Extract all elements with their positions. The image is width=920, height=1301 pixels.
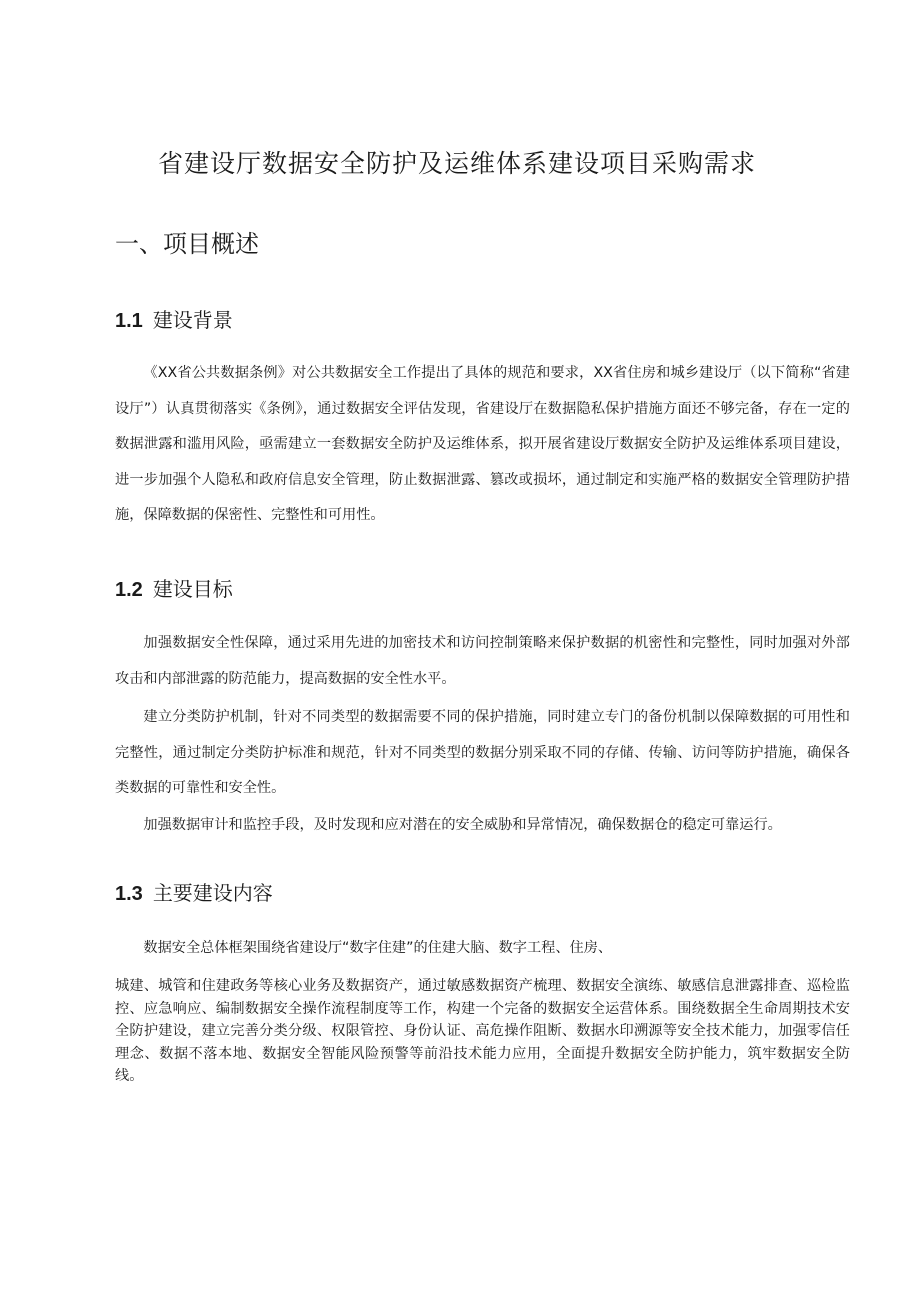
subsection-heading-goals bbox=[115, 573, 233, 602]
subsection-number: 1.1 bbox=[115, 310, 143, 332]
subsection-heading-background bbox=[115, 304, 233, 333]
paragraph-goal-audit: 加强数据审计和监控手段，及时发现和应对潜在的安全威胁和异常情况，确保数据仓的稳定可靠运行。 bbox=[143, 817, 782, 833]
subsection-title: 建设目标 bbox=[152, 577, 233, 601]
subsection-number: 1.2 bbox=[115, 579, 143, 601]
paragraph-goal-security: 加强数据安全性保障，通过采用先进的加密技术和访问控制策略来保护数据的机密性和完整性，同时加强对外部攻击和内部泄露的防范能力，提高数据的安全性水平。 bbox=[115, 635, 850, 687]
subsection-number: 1.3 bbox=[115, 883, 143, 905]
document-title: 省建设厅数据安全防护及运维体系建设项目采购需求 bbox=[158, 149, 757, 178]
paragraph-content-body: 城建、城管和住建政务等核心业务及数据资产，通过敏感数据资产梳理、数据安全演练、敏感信息泄露排查、巡检监控、应急响应、编制数据安全操作流程制度等工作，构建一个完备的数据安全运营体系。围绕数据全生命周期技术安全防护建设，建立完善分类分级、权限管控、身份认证、高危操作阻断、数据水印溯源等安全技术能力，加强零信任理念、数据不落本地、数据安全智能风险预警等前沿技术能力应用，全面提升数据安全防护能力，筑牢数据安全防线。 bbox=[115, 978, 850, 1084]
paragraph-content-intro: 数据安全总体框架围绕省建设厅“数字住建”的住建大脑、数字工程、住房、 bbox=[143, 940, 613, 956]
paragraph-background: 《XX省公共数据条例》对公共数据安全工作提出了具体的规范和要求，XX省住房和城乡建设厅（以下简称“省建设厅”）认真贯彻落实《条例》，通过数据安全评估发现，省建设厅在数据隐私保护措施方面还不够完备，存在一定的数据泄露和滥用风险，亟需建立一套数据安全防护及运维体系，拟开展省建设厅数据安全防护及运维体系项目建设，进一步加强个人隐私和政府信息安全管理，防止数据泄露、篡改或损坏，通过制定和实施严格的数据安全管理防护措施，保障数据的保密性、完整性和可用性。 bbox=[115, 365, 850, 523]
subsection-title: 主要建设内容 bbox=[152, 881, 273, 905]
subsection-title: 建设背景 bbox=[152, 308, 233, 332]
subsection-heading-content bbox=[115, 877, 273, 906]
paragraph-goal-classification: 建立分类防护机制，针对不同类型的数据需要不同的保护措施，同时建立专门的备份机制以保障数据的可用性和完整性，通过制定分类防护标准和规范，针对不同类型的数据分别采取不同的存储、传输、访问等防护措施，确保各类数据的可靠性和安全性。 bbox=[115, 709, 850, 796]
section-heading-overview: 一、项目概述 bbox=[115, 230, 259, 258]
